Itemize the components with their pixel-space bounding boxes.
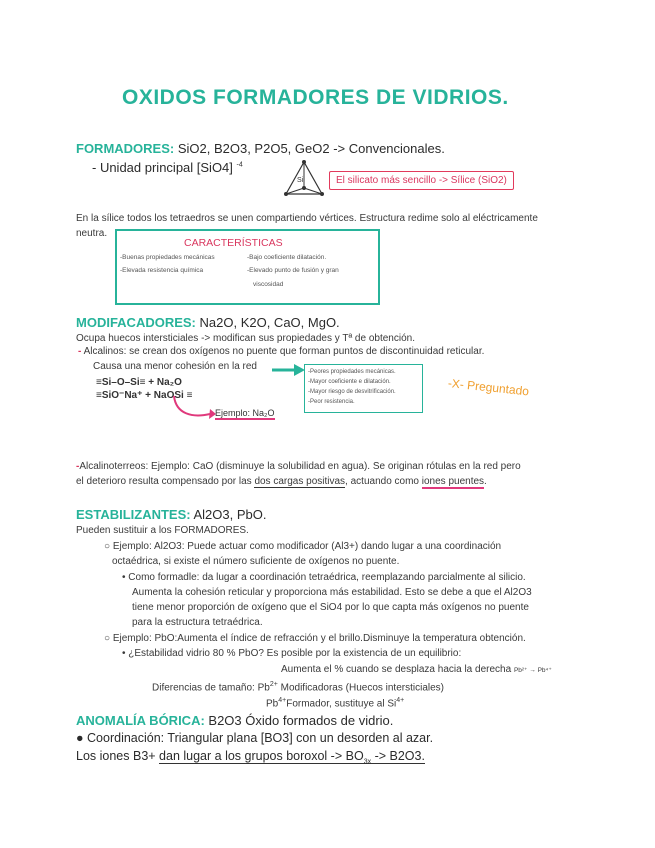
effect-4: -Peor resistencia. — [308, 399, 355, 405]
effect-1: -Peores propiedades mecánicas. — [308, 369, 396, 375]
estab-b1a: • Como formadle: da lugar a coordinación tetraédrica, reemplazando parcialmente al silicio. — [122, 572, 526, 583]
borica-line1: ● Coordinación: Triangular plana [BO3] con un desorden al azar. — [76, 731, 434, 745]
arrow-right-icon — [270, 362, 306, 378]
eq2-text-b: Modificadoras (Huecos intersticiales) — [280, 682, 445, 694]
estab-b1b: Aumenta la cohesión reticular y proporciona más estabilidad. Esto se debe a que el Al2O3 — [132, 587, 532, 598]
eq2-text-a: Diferencias de tamaño: Pb — [152, 682, 270, 694]
unidad-text: - Unidad principal [SiO4] — [92, 160, 233, 175]
silice-paragraph-1: En la sílice todos los tetraedros se unen compartiendo vértices. Estructura redime solo al eléctricamente — [76, 213, 538, 224]
estabilizantes-heading: ESTABILIZANTES: — [76, 507, 191, 522]
eq1-text: Aumenta el % cuando se desplaza hacia la derecha — [281, 664, 512, 675]
caract-right-2: -Elevado punto de fusión y gran — [247, 267, 339, 274]
silice-paragraph-2: neutra. — [76, 228, 108, 239]
tetrahedron-diagram — [282, 160, 326, 200]
caract-right-1: -Bajo coeficiente dilatación. — [247, 254, 327, 261]
modificadores-line3: Causa una menor cohesión en la red — [93, 361, 257, 372]
borica-line2-c: -> B2O3. — [371, 749, 425, 763]
effects-box — [304, 364, 423, 413]
equilibrio-line1 — [281, 664, 552, 675]
borica-line2 — [76, 749, 425, 766]
eq3-text-a: Pb — [266, 698, 279, 710]
silicato-note-box: El silicato más sencillo -> Sílice (SiO2) — [329, 171, 514, 190]
estab-line1: Pueden sustituir a los FORMADORES. — [76, 525, 249, 536]
estab-b1c: tiene menor proporción de oxígeno que el SiO4 por lo que capta más oxígenos no puente — [132, 602, 529, 613]
modificadores-list: Na2O, K2O, CaO, MgO. — [199, 315, 340, 330]
ejemplo-na2o — [215, 408, 275, 418]
borica-rest: B2O3 Óxido formados de vidrio. — [208, 713, 394, 728]
alcalinoterreos-text: Alcalinoterreos: Ejemplo: CaO (disminuye la solubilidad en agua). Se originan rótulas en la red pero — [79, 461, 521, 472]
alcalinoterreos-line1 — [76, 461, 521, 472]
borica-line2-sub: 3x — [363, 758, 372, 766]
tetra-si-label: Si — [297, 177, 304, 184]
page-title: OXIDOS FORMADORES DE VIDRIOS. — [122, 86, 509, 109]
formula-2: ≡SiO⁻Na⁺ + NaOSi ≡ — [96, 390, 193, 401]
effect-2: -Mayor coeficiente e dilatación. — [308, 379, 391, 385]
ejemplo-text: Ejemplo: Na₂O — [215, 408, 275, 418]
modificadores-line2 — [78, 346, 484, 357]
equilibrio-line3 — [266, 697, 404, 709]
caracteristicas-box — [115, 229, 380, 305]
estabilizantes-list: Al2O3, PbO. — [193, 507, 267, 522]
alc-part-e: . — [484, 476, 487, 487]
unidad-principal — [92, 160, 243, 175]
unidad-charge: -4 — [236, 161, 243, 169]
estab-ej1b: octaédrica, si existe el número suficiente de oxígenos no puente. — [112, 556, 400, 567]
curved-arrow-icon — [168, 392, 216, 424]
borica-line — [76, 713, 393, 728]
eq1-tag: Pb²⁺ → Pb⁴⁺ — [513, 667, 552, 674]
alcalinos-dash: - — [78, 346, 82, 357]
equilibrio-line2 — [152, 681, 444, 693]
eq3-sup2: 4+ — [396, 697, 405, 704]
estabilizantes-line — [76, 507, 266, 522]
alc-part-c: , actuando como — [345, 476, 422, 487]
formadores-list: SiO2, B2O3, P2O5, GeO2 -> Convencionales. — [177, 141, 445, 156]
estab-b1d: para la estructura tetraédrica. — [132, 617, 263, 628]
alcalinos-text: Alcalinos: se crean dos oxígenos no puente que forman puntos de discontinuidad reticular. — [83, 346, 485, 357]
borica-heading: ANOMALÍA BÓRICA: — [76, 713, 205, 728]
alcalinoterreos-dash: - — [76, 461, 80, 472]
dos-cargas-positivas: dos cargas positivas — [254, 476, 346, 487]
borica-line2-b: dan lugar a los grupos boroxol -> BO — [159, 749, 364, 763]
caracteristicas-title: CARACTERÍSTICAS — [184, 237, 283, 249]
formula-1: ≡Si–O–Si≡ + Na₂O — [96, 377, 182, 388]
eq3-text-b: Formador, sustituye al Si — [286, 698, 397, 710]
iones-puentes: iones puentes — [421, 476, 485, 487]
caract-left-1: -Buenas propiedades mecánicas — [120, 254, 215, 261]
alcalinoterreos-line2 — [76, 476, 487, 487]
estab-b2: • ¿Estabilidad vidrio 80 % PbO? Es posible por la existencia de un equilibrio: — [122, 648, 462, 659]
caract-right-3: viscosidad — [253, 281, 284, 288]
modificadores-line1: Ocupa huecos intersticiales -> modifican sus propiedades y Tª de obtención. — [76, 333, 415, 344]
eq2-sup: 2+ — [269, 681, 278, 688]
modificadores-heading: MODIFACADORES: — [76, 315, 196, 330]
eq3-sup: 4+ — [278, 697, 287, 704]
preguntado-note: -X- Preguntado — [447, 376, 530, 399]
caract-left-2: -Elevada resistencia química — [120, 267, 204, 274]
formadores-line — [76, 141, 445, 156]
estab-ej2: ○ Ejemplo: PbO:Aumenta el índice de refracción y el brillo.Disminuye la temperatura obtención. — [104, 633, 526, 644]
effect-3: -Mayor riesgo de desvitrificación. — [308, 389, 396, 395]
formadores-heading: FORMADORES: — [76, 141, 175, 156]
modificadores-line — [76, 315, 340, 330]
boroxol-underlined — [159, 749, 425, 764]
estab-ej1a: ○ Ejemplo: Al2O3: Puede actuar como modificador (Al3+) dando lugar a una coordinación — [104, 541, 502, 552]
alc-part-a: el deterioro resulta compensado por las — [76, 476, 255, 487]
borica-line2-a: Los iones B3+ — [76, 749, 160, 763]
